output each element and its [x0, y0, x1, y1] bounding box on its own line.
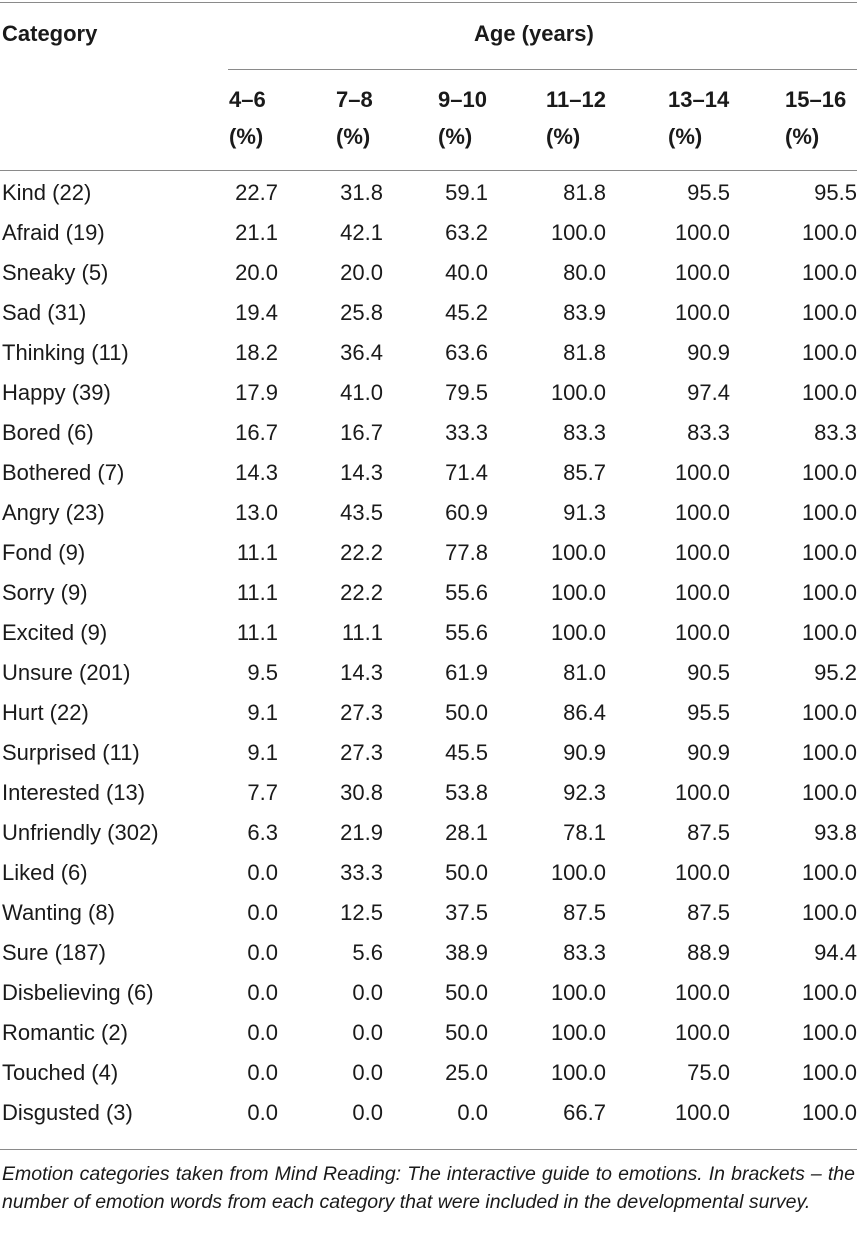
category-column-header: Category — [2, 21, 98, 46]
category-cell: Unsure (201) — [2, 660, 131, 685]
percent-cell: 87.5 — [563, 900, 606, 925]
percent-cell: 0.0 — [457, 1100, 488, 1125]
table-row — [0, 573, 857, 613]
percent-cell: 90.9 — [563, 740, 606, 765]
category-cell: Afraid (19) — [2, 220, 105, 245]
percent-cell: 25.8 — [340, 300, 383, 325]
percent-cell: 17.9 — [235, 380, 278, 405]
percent-cell: 11.1 — [236, 540, 278, 565]
header-bottom-rule — [0, 170, 857, 171]
percent-cell: 0.0 — [247, 860, 278, 885]
percent-cell: 100.0 — [550, 980, 606, 1005]
category-cell: Angry (23) — [2, 500, 105, 525]
percent-cell: 100.0 — [674, 860, 730, 885]
percent-cell: 30.8 — [340, 780, 383, 805]
percent-cell: 100.0 — [801, 740, 857, 765]
percent-cell: 61.9 — [445, 660, 488, 685]
category-cell: Sad (31) — [2, 300, 87, 325]
percent-cell: 37.5 — [445, 900, 488, 925]
percent-cell: 5.6 — [352, 940, 383, 965]
category-cell: Interested (13) — [2, 780, 146, 805]
percent-cell: 7.7 — [247, 780, 278, 805]
percent-cell: 81.0 — [563, 660, 606, 685]
percent-cell: 0.0 — [247, 900, 278, 925]
percent-cell: 50.0 — [445, 1020, 488, 1045]
column-header-range: 13–14 — [668, 87, 730, 112]
percent-cell: 100.0 — [801, 380, 857, 405]
percent-cell: 53.8 — [445, 780, 488, 805]
percent-cell: 21.1 — [235, 220, 278, 245]
percent-cell: 83.3 — [563, 940, 606, 965]
column-header-range: 11–12 — [546, 87, 606, 112]
percent-cell: 100.0 — [801, 300, 857, 325]
percent-cell: 100.0 — [550, 860, 606, 885]
table-footnote: Emotion categories taken from Mind Reading: The interactive guide to emotions. In brackets – the number of emotion words from each category that were included in the developmental survey. — [2, 1163, 855, 1213]
percent-cell: 43.5 — [340, 500, 383, 525]
percent-cell: 83.3 — [563, 420, 606, 445]
category-cell: Touched (4) — [2, 1060, 119, 1085]
percent-cell: 21.9 — [340, 820, 383, 845]
percent-cell: 88.9 — [687, 940, 730, 965]
table-row — [0, 253, 857, 293]
percent-cell: 16.7 — [340, 420, 383, 445]
table-body — [0, 173, 857, 1133]
percent-cell: 78.1 — [563, 820, 606, 845]
column-header-unit: (%) — [336, 124, 371, 149]
table-row — [0, 773, 857, 813]
percent-cell: 100.0 — [674, 620, 730, 645]
percent-cell: 0.0 — [352, 1020, 383, 1045]
percent-cell: 100.0 — [801, 860, 857, 885]
percent-cell: 11.1 — [341, 620, 383, 645]
percent-cell: 0.0 — [352, 980, 383, 1005]
category-cell: Bothered (7) — [2, 460, 125, 485]
percent-cell: 100.0 — [674, 220, 730, 245]
percent-cell: 100.0 — [674, 580, 730, 605]
percent-cell: 100.0 — [801, 460, 857, 485]
percent-cell: 87.5 — [687, 820, 730, 845]
table-row — [0, 333, 857, 373]
percent-cell: 100.0 — [801, 780, 857, 805]
percent-cell: 100.0 — [801, 900, 857, 925]
percent-cell: 14.3 — [340, 660, 383, 685]
percent-cell: 100.0 — [674, 300, 730, 325]
column-header-range: 4–6 — [229, 87, 266, 112]
column-header-unit: (%) — [229, 124, 264, 149]
percent-cell: 45.2 — [445, 300, 488, 325]
age-group-header: Age (years) — [474, 21, 594, 46]
percent-cell: 9.1 — [247, 700, 278, 725]
percent-cell: 63.6 — [445, 340, 488, 365]
percent-cell: 100.0 — [801, 260, 857, 285]
column-header-9-10 — [438, 81, 487, 155]
percent-cell: 100.0 — [801, 980, 857, 1005]
percent-cell: 20.0 — [340, 260, 383, 285]
table-row — [0, 933, 857, 973]
percent-cell: 22.7 — [235, 180, 278, 205]
percent-cell: 100.0 — [674, 1100, 730, 1125]
percent-cell: 100.0 — [801, 540, 857, 565]
column-header-unit: (%) — [546, 124, 581, 149]
column-header-unit: (%) — [668, 124, 703, 149]
percent-cell: 45.5 — [445, 740, 488, 765]
percent-cell: 14.3 — [235, 460, 278, 485]
table-row — [0, 733, 857, 773]
table-row — [0, 1053, 857, 1093]
emotion-age-table — [0, 173, 857, 1133]
table-row — [0, 1093, 857, 1133]
percent-cell: 13.0 — [235, 500, 278, 525]
percent-cell: 36.4 — [340, 340, 383, 365]
percent-cell: 79.5 — [445, 380, 488, 405]
percent-cell: 77.8 — [445, 540, 488, 565]
percent-cell: 100.0 — [801, 220, 857, 245]
category-cell: Wanting (8) — [2, 900, 115, 925]
percent-cell: 0.0 — [247, 980, 278, 1005]
table-row — [0, 453, 857, 493]
table-row — [0, 893, 857, 933]
percent-cell: 92.3 — [563, 780, 606, 805]
percent-cell: 94.4 — [814, 940, 857, 965]
column-header-13-14 — [668, 81, 729, 155]
percent-cell: 100.0 — [674, 540, 730, 565]
category-cell: Kind (22) — [2, 180, 92, 205]
table-row — [0, 533, 857, 573]
percent-cell: 83.3 — [687, 420, 730, 445]
percent-cell: 100.0 — [550, 1020, 606, 1045]
percent-cell: 100.0 — [801, 1100, 857, 1125]
percent-cell: 100.0 — [801, 1060, 857, 1085]
percent-cell: 0.0 — [247, 1100, 278, 1125]
age-header-rule — [228, 69, 857, 70]
percent-cell: 0.0 — [247, 940, 278, 965]
table-row — [0, 613, 857, 653]
category-cell: Bored (6) — [2, 420, 94, 445]
percent-cell: 95.2 — [814, 660, 857, 685]
percent-cell: 91.3 — [563, 500, 606, 525]
percent-cell: 9.1 — [247, 740, 278, 765]
column-header-15-16 — [785, 81, 846, 155]
percent-cell: 27.3 — [340, 700, 383, 725]
percent-cell: 16.7 — [235, 420, 278, 445]
category-cell: Sneaky (5) — [2, 260, 109, 285]
percent-cell: 100.0 — [674, 500, 730, 525]
percent-cell: 71.4 — [445, 460, 488, 485]
percent-cell: 63.2 — [445, 220, 488, 245]
percent-cell: 19.4 — [235, 300, 278, 325]
percent-cell: 85.7 — [563, 460, 606, 485]
percent-cell: 100.0 — [801, 500, 857, 525]
percent-cell: 27.3 — [340, 740, 383, 765]
percent-cell: 83.3 — [814, 420, 857, 445]
percent-cell: 14.3 — [340, 460, 383, 485]
column-header-7-8 — [336, 81, 373, 155]
table-row — [0, 173, 857, 213]
table-row — [0, 293, 857, 333]
percent-cell: 0.0 — [352, 1060, 383, 1085]
percent-cell: 86.4 — [563, 700, 606, 725]
category-cell: Unfriendly (302) — [2, 820, 159, 845]
table-row — [0, 413, 857, 453]
table-row — [0, 653, 857, 693]
column-header-range: 15–16 — [785, 87, 847, 112]
category-cell: Sure (187) — [2, 940, 106, 965]
percent-cell: 38.9 — [445, 940, 488, 965]
percent-cell: 81.8 — [563, 180, 606, 205]
percent-cell: 50.0 — [445, 700, 488, 725]
percent-cell: 100.0 — [801, 700, 857, 725]
percent-cell: 100.0 — [801, 580, 857, 605]
percent-cell: 95.5 — [687, 180, 730, 205]
category-cell: Disgusted (3) — [2, 1100, 133, 1125]
percent-cell: 87.5 — [687, 900, 730, 925]
percent-cell: 20.0 — [235, 260, 278, 285]
percent-cell: 100.0 — [801, 340, 857, 365]
table-bottom-rule — [0, 1149, 857, 1150]
category-cell: Hurt (22) — [2, 700, 89, 725]
percent-cell: 25.0 — [445, 1060, 488, 1085]
table-row — [0, 213, 857, 253]
percent-cell: 90.9 — [687, 340, 730, 365]
table-row — [0, 973, 857, 1013]
percent-cell: 41.0 — [340, 380, 383, 405]
table-row — [0, 813, 857, 853]
column-header-11-12 — [546, 81, 606, 155]
percent-cell: 100.0 — [674, 980, 730, 1005]
percent-cell: 100.0 — [674, 460, 730, 485]
percent-cell: 22.2 — [340, 540, 383, 565]
column-header-4-6 — [229, 81, 266, 155]
percent-cell: 55.6 — [445, 620, 488, 645]
percent-cell: 100.0 — [674, 780, 730, 805]
percent-cell: 18.2 — [235, 340, 278, 365]
percent-cell: 0.0 — [352, 1100, 383, 1125]
percent-cell: 50.0 — [445, 980, 488, 1005]
percent-cell: 90.5 — [687, 660, 730, 685]
percent-cell: 81.8 — [563, 340, 606, 365]
percent-cell: 100.0 — [674, 1020, 730, 1045]
category-cell: Fond (9) — [2, 540, 86, 565]
percent-cell: 31.8 — [340, 180, 383, 205]
percent-cell: 83.9 — [563, 300, 606, 325]
category-cell: Surprised (11) — [2, 740, 140, 765]
category-cell: Happy (39) — [2, 380, 111, 405]
percent-cell: 100.0 — [550, 380, 606, 405]
percent-cell: 95.5 — [687, 700, 730, 725]
category-cell: Liked (6) — [2, 860, 88, 885]
percent-cell: 9.5 — [247, 660, 278, 685]
percent-cell: 100.0 — [550, 1060, 606, 1085]
percent-cell: 11.1 — [236, 580, 278, 605]
percent-cell: 11.1 — [236, 620, 278, 645]
percent-cell: 100.0 — [801, 620, 857, 645]
percent-cell: 100.0 — [550, 620, 606, 645]
percent-cell: 100.0 — [801, 1020, 857, 1045]
category-cell: Thinking (11) — [2, 340, 129, 365]
category-cell: Sorry (9) — [2, 580, 88, 605]
percent-cell: 80.0 — [563, 260, 606, 285]
percent-cell: 22.2 — [340, 580, 383, 605]
column-header-range: 7–8 — [336, 87, 373, 112]
percent-cell: 100.0 — [674, 260, 730, 285]
column-header-unit: (%) — [438, 124, 473, 149]
percent-cell: 95.5 — [814, 180, 857, 205]
percent-cell: 100.0 — [550, 220, 606, 245]
table-row — [0, 1013, 857, 1053]
percent-cell: 60.9 — [445, 500, 488, 525]
category-cell: Romantic (2) — [2, 1020, 128, 1045]
percent-cell: 6.3 — [247, 820, 278, 845]
category-cell: Disbelieving (6) — [2, 980, 154, 1005]
percent-cell: 12.5 — [340, 900, 383, 925]
table-row — [0, 853, 857, 893]
percent-cell: 97.4 — [687, 380, 730, 405]
percent-cell: 0.0 — [247, 1020, 278, 1045]
percent-cell: 100.0 — [550, 580, 606, 605]
percent-cell: 42.1 — [340, 220, 383, 245]
percent-cell: 33.3 — [445, 420, 488, 445]
percent-cell: 0.0 — [247, 1060, 278, 1085]
table-row — [0, 373, 857, 413]
percent-cell: 100.0 — [550, 540, 606, 565]
column-header-unit: (%) — [785, 124, 820, 149]
percent-cell: 55.6 — [445, 580, 488, 605]
percent-cell: 90.9 — [687, 740, 730, 765]
percent-cell: 93.8 — [814, 820, 857, 845]
category-cell: Excited (9) — [2, 620, 108, 645]
percent-cell: 33.3 — [340, 860, 383, 885]
table-row — [0, 493, 857, 533]
percent-cell: 75.0 — [687, 1060, 730, 1085]
table-top-rule — [0, 2, 857, 3]
percent-cell: 66.7 — [563, 1100, 606, 1125]
table-row — [0, 693, 857, 733]
percent-cell: 59.1 — [445, 180, 488, 205]
column-header-range: 9–10 — [438, 87, 487, 112]
percent-cell: 40.0 — [445, 260, 488, 285]
percent-cell: 28.1 — [445, 820, 488, 845]
percent-cell: 50.0 — [445, 860, 488, 885]
